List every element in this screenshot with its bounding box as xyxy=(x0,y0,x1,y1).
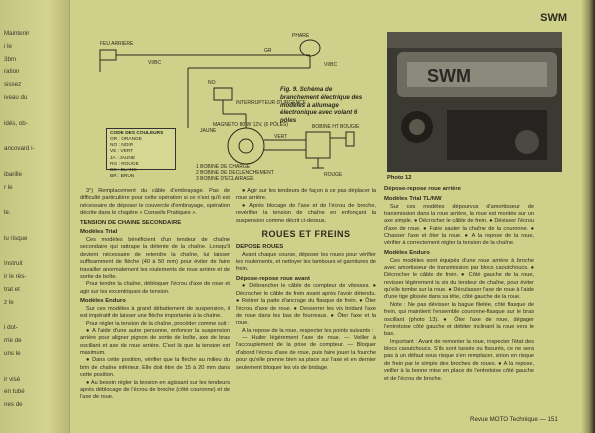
left-strip-line: Maintenir xyxy=(4,30,30,37)
section-heading: TENSION DE CHAINE SECONDAIRE xyxy=(80,219,182,226)
magneto-legend-3: 3 BOBINE D'ECLAIRAGE xyxy=(196,176,254,180)
section-heading: Modèles Trial TL/NW xyxy=(384,195,442,202)
magneto-legend-2: 2 BOBINE DE DECLENCHEMENT xyxy=(196,170,274,176)
left-strip-line: i le xyxy=(4,42,12,50)
color-code-item: BR : BRUN xyxy=(110,173,135,179)
color-code-item: NO : NOIR xyxy=(110,143,134,149)
left-strip-line: ir visé xyxy=(4,375,21,383)
paragraph: ● Dans cette position, vérifier que la flèche au milieu du brin de chaîne inférieur. Elle doit être de 15 à 20 mm dans cette position. xyxy=(80,357,230,379)
color-code-item: VE : VERT xyxy=(110,149,134,155)
magneto-legend-1: 1 BOBINE DE CHARGE xyxy=(196,164,251,170)
text-column-2 xyxy=(236,188,376,372)
left-strip-line: rrie de xyxy=(4,337,22,345)
left-strip-line: 3bm xyxy=(4,55,17,63)
section-title-roues-freins: ROUES ET FREINS xyxy=(261,228,351,239)
left-strip-line: nes de xyxy=(4,401,23,409)
left-strip-line: iveau du xyxy=(4,94,28,101)
paragraph: Ces modèles sont équipés d'une roue arrière à broche avec amortisseur de transmission par blocs caoutchoucs. ● Décrocher le câble de frein. ● Côté gauche de la roue, revisser légèrement la vis du tendeur de chaîne, pour éviter qu'elle tombe sur la roue. ● Déculasser l'axe de roue à l'aide d'une tige glissée dans sa tête, côté gauche de la roue. xyxy=(384,257,534,301)
magneto-symbol xyxy=(228,128,264,164)
left-strip-line: r le xyxy=(4,183,13,191)
label-spark-plug: BOUGIE xyxy=(340,124,360,130)
label-wire-vibc-2: VI/BC xyxy=(148,60,162,66)
color-code-list xyxy=(110,137,172,180)
paragraph: 3°) Remplacement du câble d'embrayage. Pas de difficulté particulière pour cette opération si ce n'est qu'il est nécessaire de déposer le couvercle d'embrayage, opération décrite dans le chapitre « Conseils Pratiques ». xyxy=(80,188,230,217)
label-wire-gr: GR xyxy=(264,48,272,54)
col2-intro-2: ● Après blocage de l'axe et de l'écrou de broche, revérifier la tension de chaîne en enfonçant la suspension comme décrit ci-dessus. xyxy=(236,202,376,224)
headlamp-symbol xyxy=(300,40,320,56)
label-wire-rouge: ROUGE xyxy=(324,172,343,178)
paragraph: Sur ces modèles dépourvus d'amortisseur de transmission dans la roue arrière, la roue est montée sur un axe simple. ● Décrocher le câble de frein. ● Dévisser l'écrou d'axe de roue. ● Faire sauter la chaîne de la couronne. ● Chasser l'axe et ôter la roue. ● A la repose de la roue, vérifier à correctement régler la tension de la chaîne. xyxy=(384,203,534,247)
section-heading: Modèles Enduro xyxy=(384,249,430,256)
engine-photo xyxy=(387,32,562,172)
text-column-1 xyxy=(80,188,230,402)
left-strip-line: ration xyxy=(4,68,20,76)
paragraph: Ces modèles bénéficient d'un tendeur de chaîne secondaire qui rattrape la détente de la chaîne. Lorsqu'il devient nécessaire de retendre la chaîne, lui laisser suffisamment de flèche (40 à 50 mm) pour éviter de faire travailler anormalement les roulements de roue arrière et de sortie de boîte. xyxy=(80,237,230,280)
color-code-item: RG : ROUGE xyxy=(110,161,139,167)
paragraph: ● Au besoin régler la tension en agissant sur les tendeurs après déblocage de l'écrou de broche (côté couronne) et de l'axe de roue. xyxy=(80,379,230,401)
left-strip-line: sissez xyxy=(4,81,22,89)
label-coil: BOBINE HT xyxy=(312,124,339,130)
section-heading: Dépose-repose roue arrière xyxy=(384,186,461,192)
left-strip-line: en tubé xyxy=(4,388,25,396)
paragraph: Pour tendre la chaîne, débloquer l'écrou d'axe de roue et agir sur les excentriques de tension. xyxy=(80,281,230,295)
paragraph: ● Débrancher le câble de compteur de vitesses. ● Décrocher le câble de frein avant après l'avoir détendu. ● Retirer la patte d'ancrage du flasque de frein. ● Ôter l'écrou d'axe de roue. ● Desserrer les vis bridant l'axe de roue dans les bas de fourreaux. ● Ôter l'axe et la roue. xyxy=(236,283,376,327)
left-strip-line: z le xyxy=(4,298,14,306)
section-heading: DEPOSE ROUES xyxy=(236,243,284,250)
paragraph: ● A l'aide d'une autre personne, enfoncer la suspension arrière pour aligner pignon de sortie de boîte, axe de bras oscillant et axe de roue arrière. C'est là que la tension est maximum. xyxy=(80,327,230,357)
col2-intro: ● Agir sur les tendeurs de façon à ce pas déplacer la roue arrière. xyxy=(236,188,376,202)
label-wire-jaune: JAUNE xyxy=(200,128,217,134)
page-footer: Revue MOTO Technique — 151 xyxy=(470,416,558,423)
left-strip-line: Instruit xyxy=(4,260,23,268)
switch-symbol xyxy=(214,88,232,100)
label-rear-lamp: FEU ARRIERE xyxy=(100,41,134,47)
label-wire-vert: VERT xyxy=(274,134,288,140)
label-magneto: MAGNETO 80 W 12V, (6 PÔLES) xyxy=(213,122,289,128)
label-wire-no: NO xyxy=(208,80,216,86)
left-strip-line: ir le rès- xyxy=(4,273,27,281)
left-strip-line: uns le xyxy=(4,350,21,357)
label-headlamp: PHARE xyxy=(292,33,310,39)
engine-photo-image xyxy=(387,32,562,172)
left-strip-line: idés, ob- xyxy=(4,119,28,127)
figure-caption: Fig. 9. Schéma de branchement électrique des modèles à allumage électronique avec volant 6 pôles xyxy=(280,86,363,124)
color-code-item: BC : BLANC xyxy=(110,167,137,173)
ht-coil-symbol xyxy=(306,132,330,158)
paragraph: Note : Ne pas dévisser la bague filetée, côté flasque de frein, qui maintient l'ensemble couronne-flasque sur le bras oscillant (photo 13). ● Ôter l'axe de roue, dégager l'entretoise côté gauche et débiter inclinant la roue vers le bas. xyxy=(384,301,534,338)
page-edge-shadow xyxy=(581,0,595,433)
label-switch: INTERRUPTEUR D'URGENCE xyxy=(236,100,307,106)
brand-header: SWM xyxy=(540,12,567,24)
color-code-legend xyxy=(106,128,176,179)
left-strip-line: ancovard i- xyxy=(4,145,35,153)
paragraph: A la repose de la roue, respecter les points suivants : xyxy=(242,327,374,334)
text-column-3 xyxy=(384,184,534,383)
photo-caption: Photo 12 xyxy=(387,175,412,181)
section-heading: Modèles Trial xyxy=(80,229,118,236)
paragraph: — Huiler légèrement l'axe de roue. — Veiller à l'accouplement de la prise de compteur. — Bloquer d'abord l'écrou d'axe de roue, puis faire jouer la fourche pour qu'elle prenne bien sa place sur l'axe et en dernier seulement bloquer les vis de bridage. xyxy=(236,335,376,371)
left-strip-line: lu risque xyxy=(4,234,28,242)
color-code-item: JA : JAUNE xyxy=(110,155,136,161)
paragraph: Pour régler la tension de la chaîne, procéder comme suit : xyxy=(86,320,230,327)
color-code-title: CODE DES COULEURS xyxy=(110,131,164,136)
left-page-text xyxy=(0,0,70,433)
paragraph: Avant chaque course, déposer les roues pour vérifier les roulements, et nettoyer les tambours et garnitures de frein. xyxy=(236,251,376,273)
section-heading: Modèles Enduro xyxy=(80,298,126,305)
left-strip-line: le. xyxy=(4,209,11,217)
spark-plug-symbol xyxy=(346,132,354,146)
left-strip-line: i dot- xyxy=(4,324,18,332)
col2-body xyxy=(236,244,376,372)
photo-brand-text: SWM xyxy=(427,66,471,86)
section-heading: Dépose-repose roue avant xyxy=(236,275,310,282)
paragraph: Sur ces modèles à grand débattement de suspension, il est impératif de laisser une flèche importante à la chaîne. xyxy=(80,305,230,320)
label-wire-vibc: VI/BC xyxy=(324,62,338,68)
paragraph: Important : Avant de remonter la roue, inspecter l'état des blocs caoutchoucs. S'ils sont tassés ou fissurés, ce ne sera pas à un défaut sous risque s'en remplacer, sinon en risque de frein par le simple des broches de roues. ● A la repose, veiller à la bonne mise en place de l'entretoise côté gauche et de l'écrou de broche. xyxy=(384,338,534,382)
left-strip-line: trat et xyxy=(4,286,20,293)
rear-lamp-symbol xyxy=(100,50,116,60)
color-code-item: OR : ORANGE xyxy=(110,137,142,143)
left-strip-line: ibarille xyxy=(4,170,22,178)
